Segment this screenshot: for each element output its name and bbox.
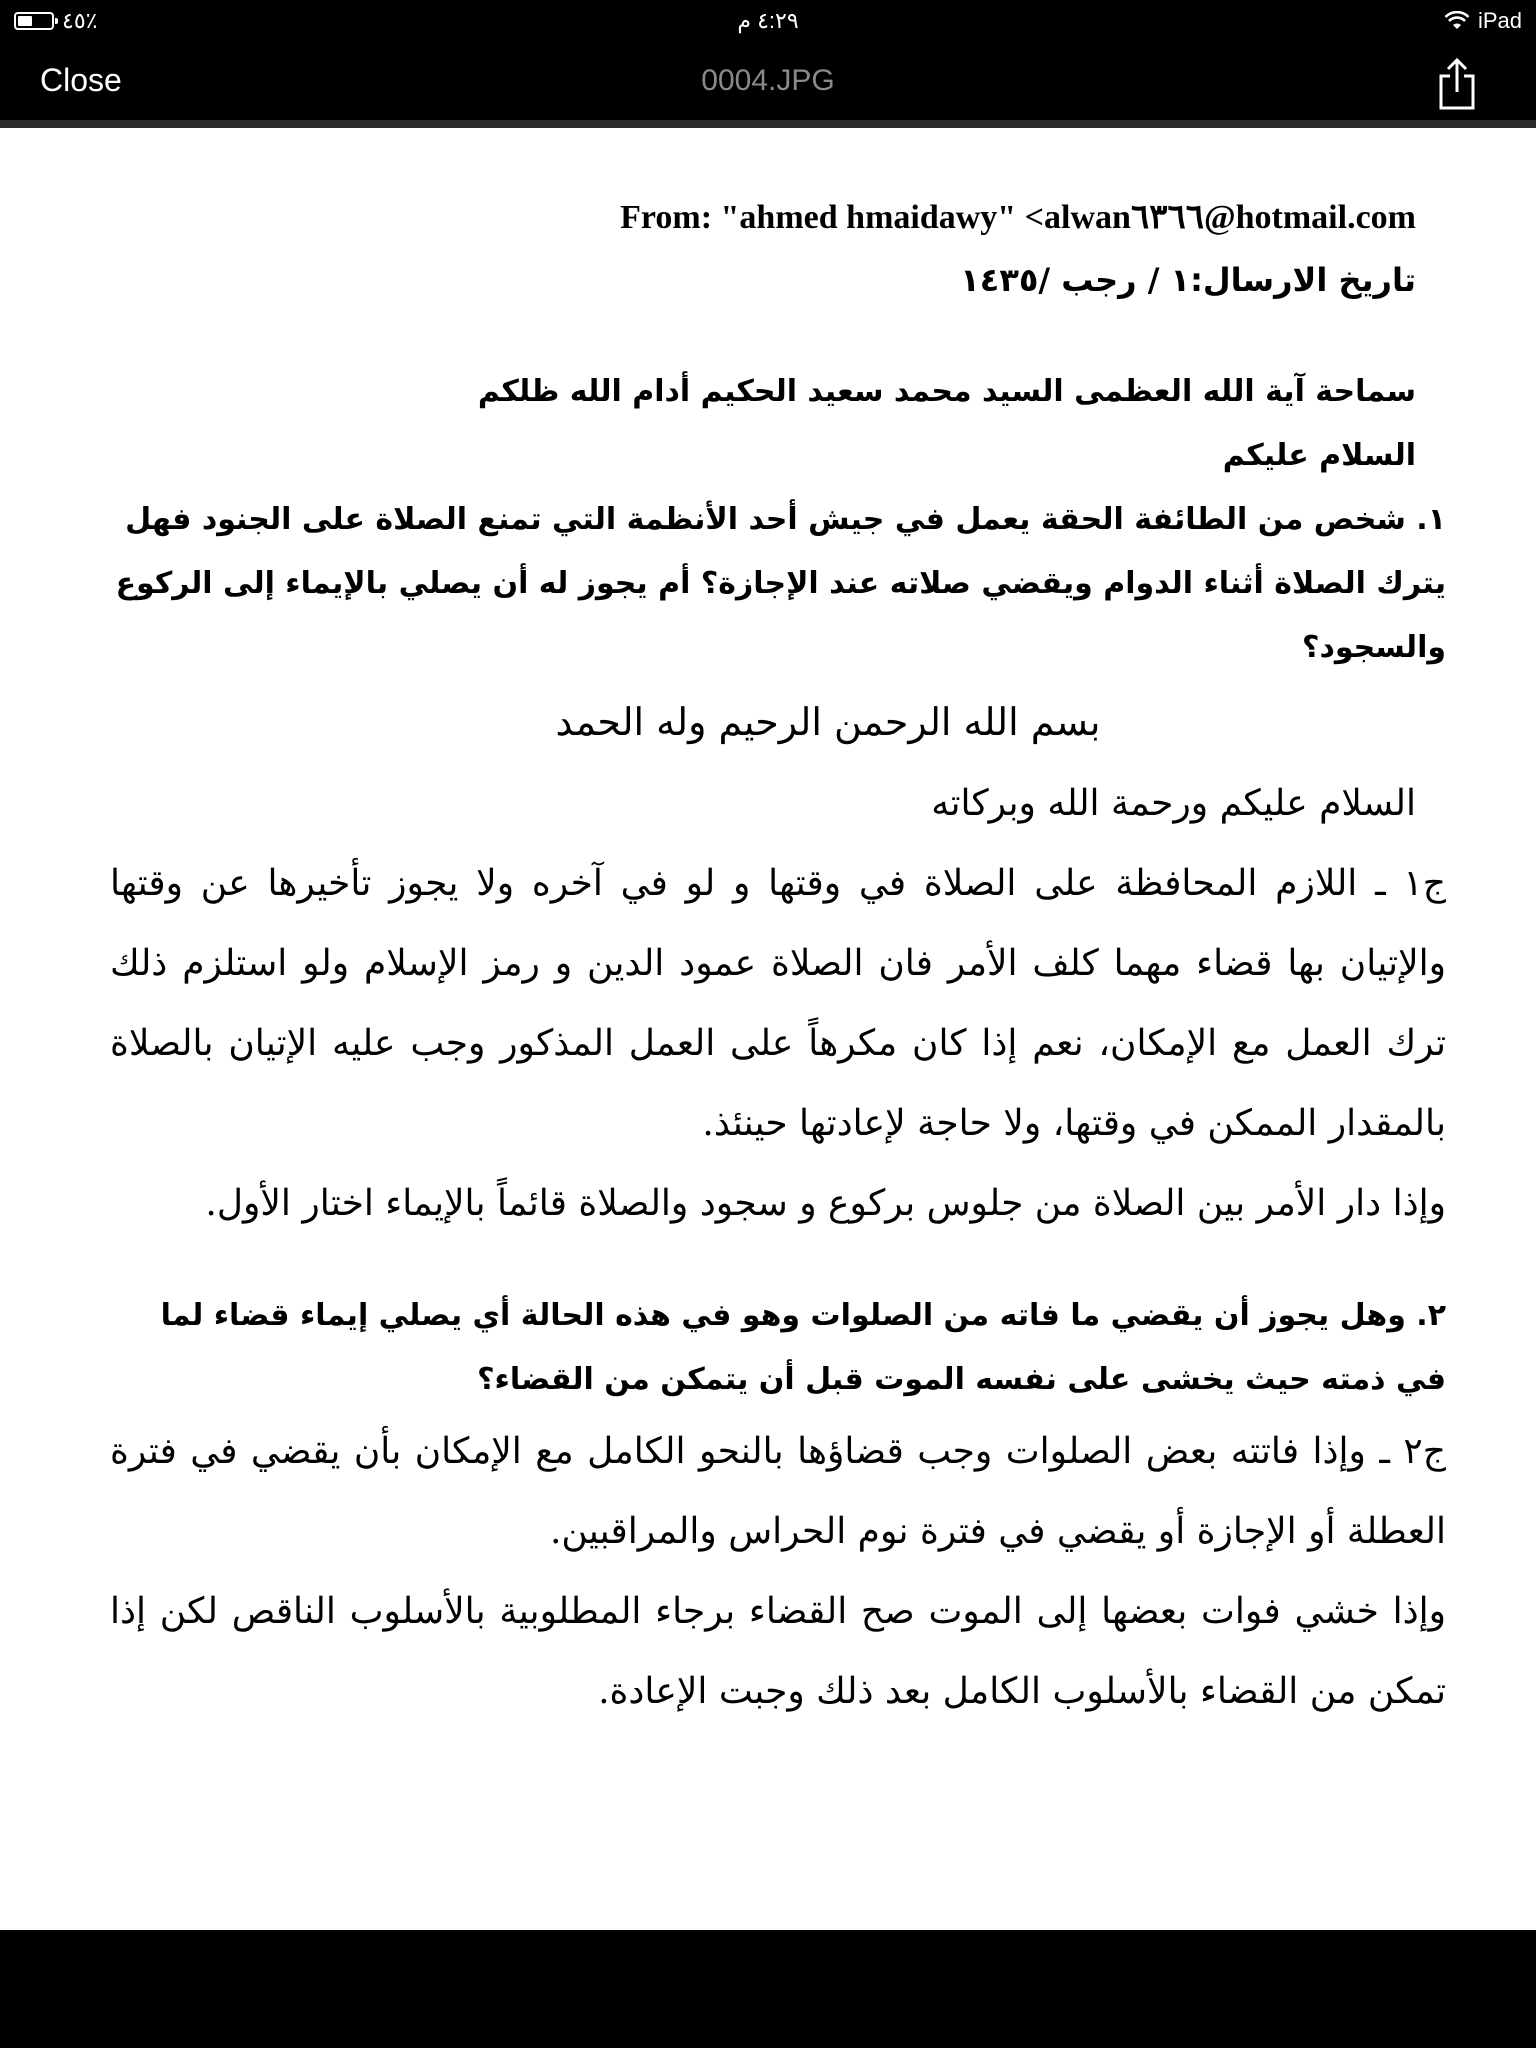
bottom-bar <box>0 1930 1536 2048</box>
greeting: السلام عليكم <box>1222 438 1416 473</box>
answer-1-paragraph-2: وإذا دار الأمر بين الصلاة من جلوس بركوع و سجود والصلاة قائماً بالإيماء اختار الأول. <box>205 1183 1446 1224</box>
answer-1-paragraph-1: ج١ ـ اللازم المحافظة على الصلاة في وقتها و لو في آخره ولا يجوز تأخيرها عن وقتها والإتيان بها قضاء مهما كلف الأمر فان الصلاة عمود الدين و رمز الإسلام ولو استلزم ذلك ترك العمل مع الإمكان، نعم إذا كان مكرهاً على العمل المذكور وجب عليه الإتيان بالصلاة بالمقدار الممكن في وقتها، ولا حاجة لإعادتها حينئذ. <box>110 863 1446 1144</box>
document-page <box>0 128 1536 1930</box>
navigation-bar <box>0 44 1536 128</box>
wifi-icon <box>1444 11 1470 31</box>
file-title: 0004.JPG <box>701 64 835 97</box>
basmala: بسم الله الرحمن الرحيم وله الحمد <box>555 700 1101 744</box>
share-icon[interactable] <box>1432 56 1482 112</box>
device-name: iPad <box>1477 8 1522 33</box>
question-2: ٢. وهل يجوز أن يقضي ما فاته من الصلوات وهو في هذه الحالة أي يصلي إيماء قضاء لما في ذمته حيث يخشى على نفسه الموت قبل أن يتمكن من القضاء؟ <box>160 1298 1446 1397</box>
email-from-line: From: "ahmed hmaidawy" <alwan٦٣٦٦@hotmail.com <box>620 199 1416 236</box>
salam-greeting: السلام عليكم ورحمة الله وبركاته <box>931 783 1416 824</box>
addressee: سماحة آية الله العظمى السيد محمد سعيد الحكيم أدام الله ظلكم <box>477 374 1416 409</box>
answer-2-paragraph-1: ج٢ ـ وإذا فاتته بعض الصلوات وجب قضاؤها بالنحو الكامل مع الإمكان بأن يقضي في فترة العطلة أو الإجازة أو يقضي في فترة نوم الحراس والمراقبين. <box>110 1431 1446 1552</box>
close-button[interactable]: Close <box>40 62 122 98</box>
question-1: ١. شخص من الطائفة الحقة يعمل في جيش أحد الأنظمة التي تمنع الصلاة على الجنود فهل يترك الصلاة أثناء الدوام ويقضي صلاته عند الإجازة؟ أم يجوز له أن يصلي بالإيماء إلى الركوع والسجود؟ <box>115 502 1446 665</box>
answer-2-paragraph-2: وإذا خشي فوات بعضها إلى الموت صح القضاء برجاء المطلوبية بالأسلوب الناقص لكن إذا تمكن من القضاء بالأسلوب الكامل بعد ذلك وجبت الإعادة. <box>110 1591 1446 1712</box>
status-bar <box>0 0 1536 44</box>
status-time: ٤:٢٩ م <box>737 8 799 33</box>
send-date: تاريخ الارسال:١ / رجب /١٤٣٥ <box>960 261 1416 299</box>
network-indicator <box>1444 8 1522 34</box>
battery-percentage: ٤٥٪ <box>62 8 98 33</box>
